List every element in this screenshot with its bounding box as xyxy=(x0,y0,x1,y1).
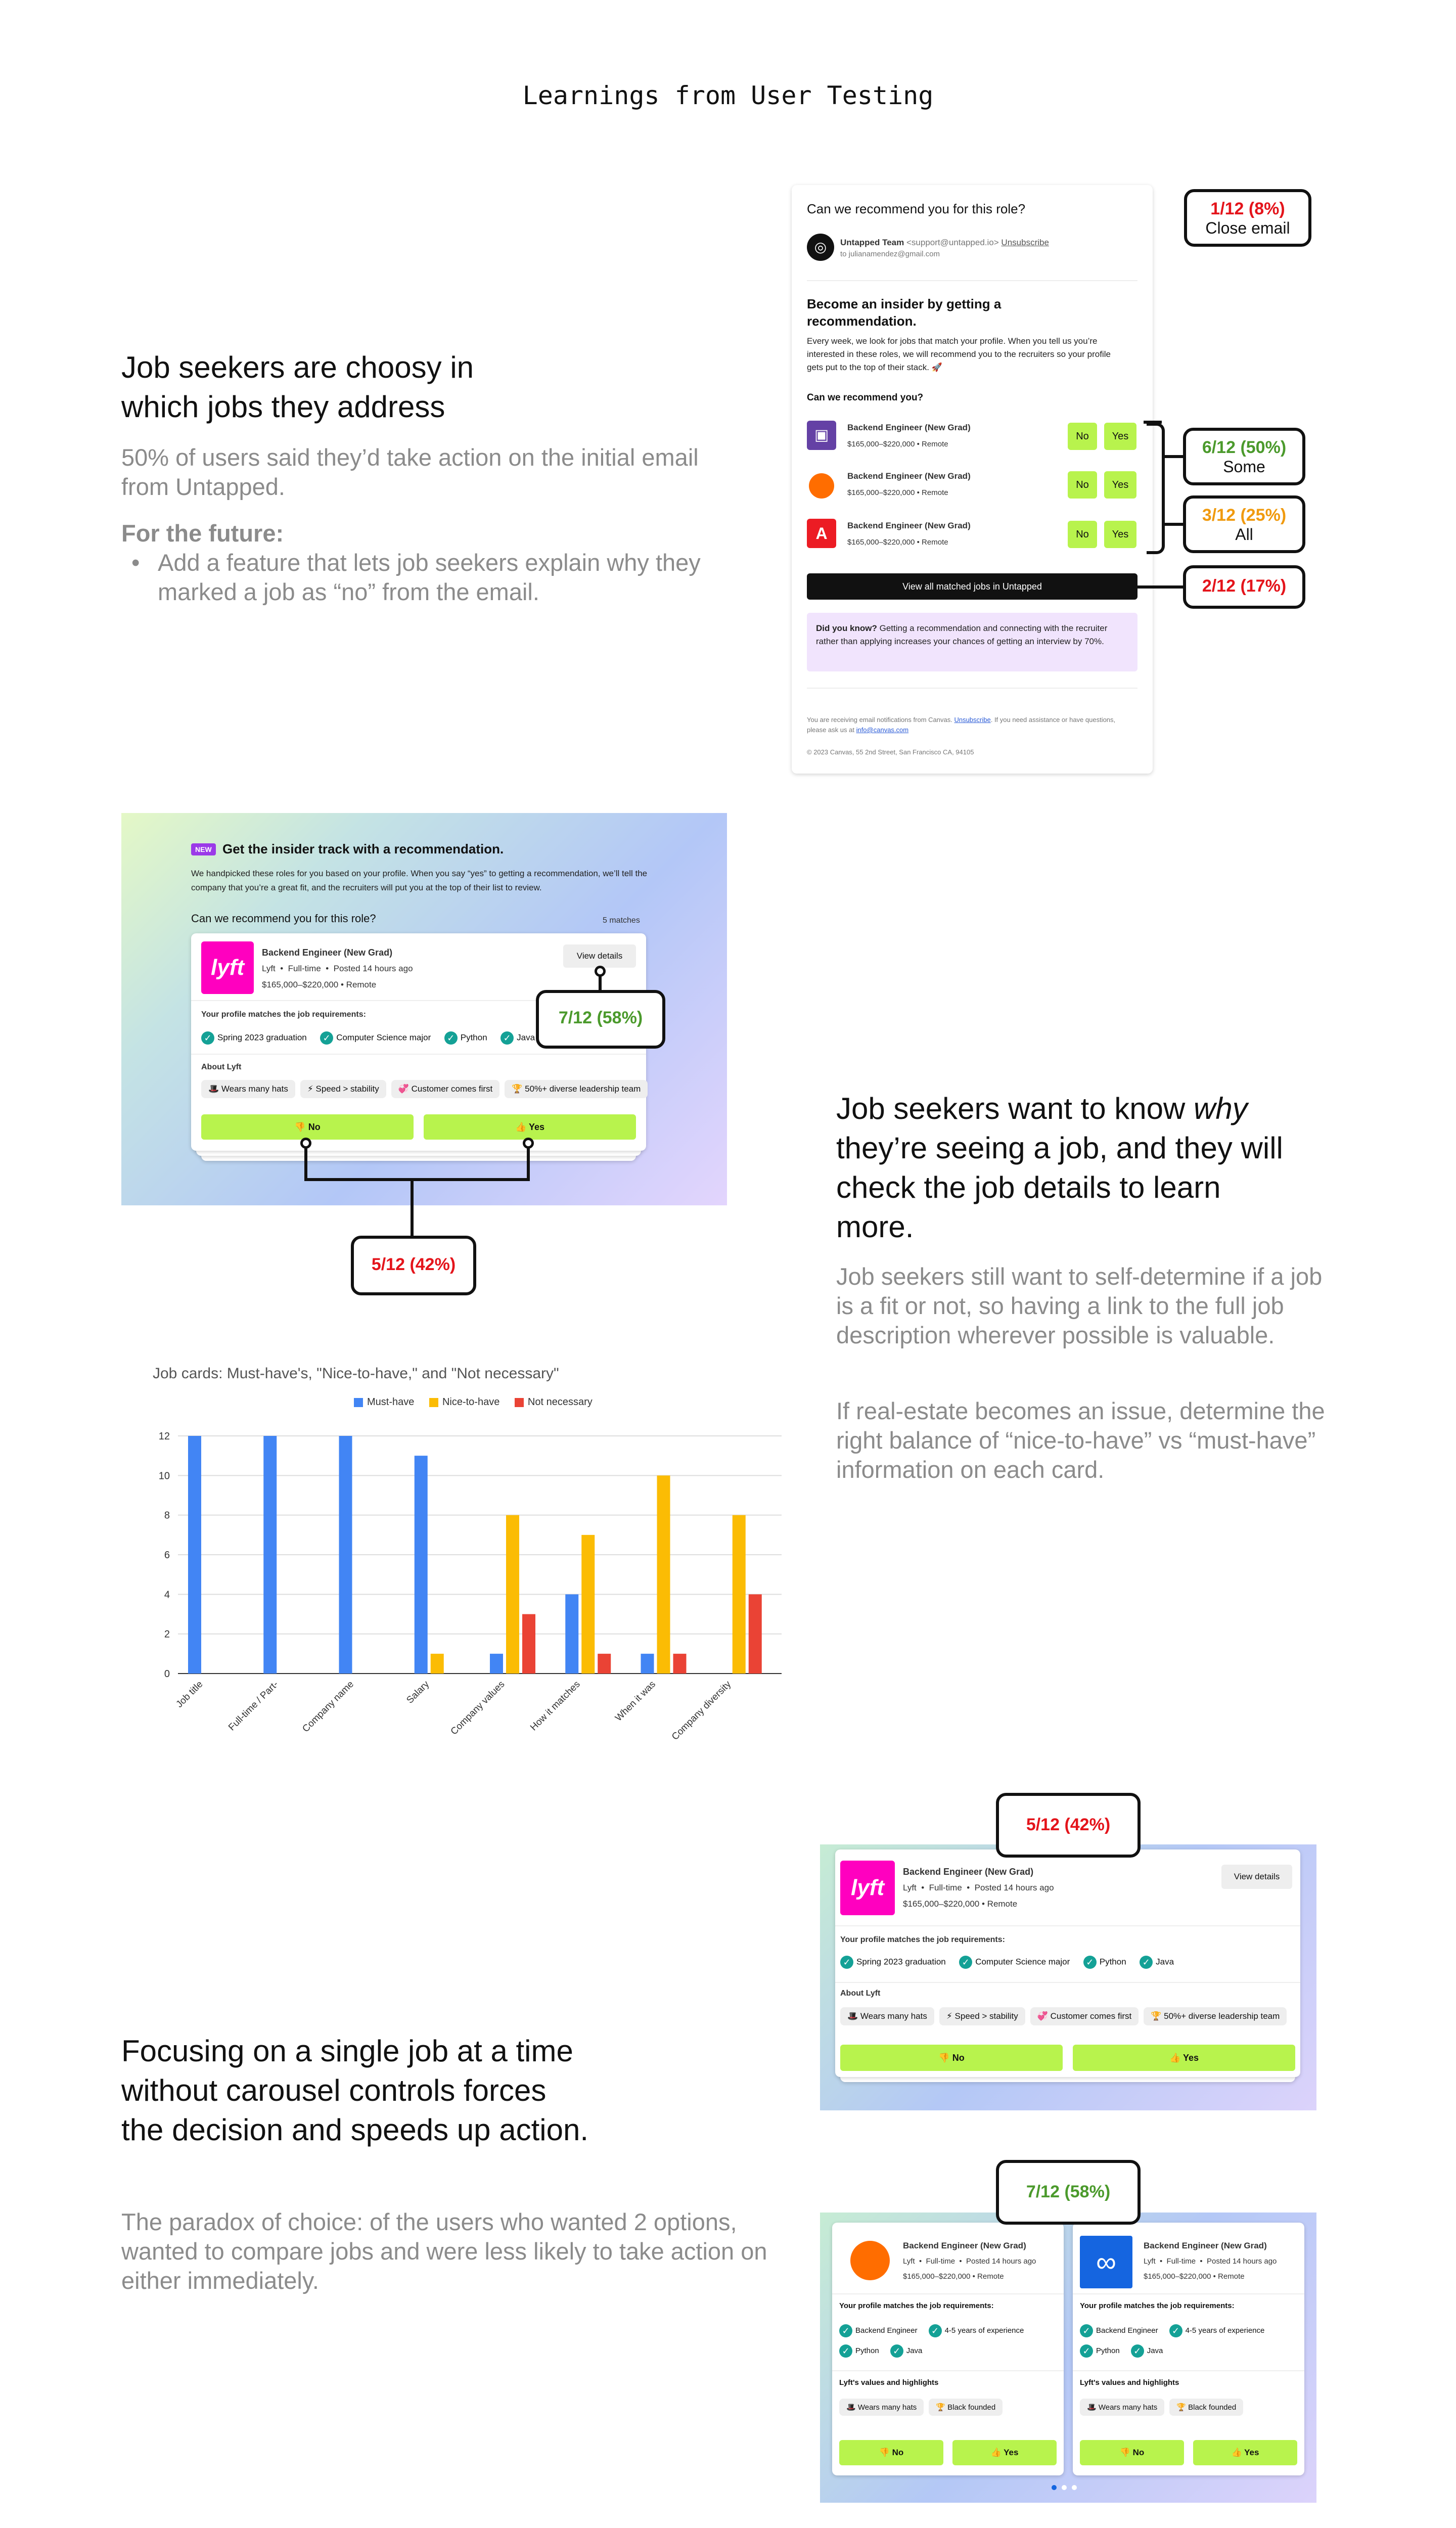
values-label: Lyft's values and highlights xyxy=(839,2378,939,2387)
email-yes-button[interactable]: Yes xyxy=(1104,521,1136,548)
no-button[interactable]: 👎 No xyxy=(1080,2440,1184,2465)
check-icon: ✓ xyxy=(320,1031,333,1045)
value-chip: 🏆 50%+ diverse leadership team xyxy=(1144,2007,1287,2025)
check-icon: ✓ xyxy=(840,1956,853,1969)
section3-p: The paradox of choice: of the users who wanted 2 options, wanted to compare jobs and were less likely to take action on either immediately. xyxy=(121,2208,767,2294)
bar xyxy=(673,1654,687,1674)
view-details-pill: 7/12 (58%) xyxy=(536,990,665,1049)
value-chip: 🏆 Black founded xyxy=(1169,2399,1243,2416)
email-preview xyxy=(792,185,1153,774)
adobe-logo-icon: A xyxy=(807,519,836,548)
close-email-pill: 1/12 (8%) Close email xyxy=(1184,189,1311,247)
requirement-item: ✓ 4-5 years of experience xyxy=(929,2321,1024,2341)
value-chip: 🎩 Wears many hats xyxy=(1080,2399,1164,2416)
connector-line xyxy=(411,1178,414,1237)
bar xyxy=(188,1436,201,1674)
requirement-item: ✓ Python xyxy=(1080,2341,1120,2361)
bar xyxy=(733,1515,746,1674)
job-meta2: $165,000–$220,000 • Remote xyxy=(903,1899,1018,1909)
requirements-list xyxy=(1080,2321,1302,2361)
check-icon: ✓ xyxy=(444,1031,458,1045)
about-label: About Lyft xyxy=(201,1063,242,1071)
job-title: Backend Engineer (New Grad) xyxy=(262,947,393,958)
untapped-logo-icon: ◎ xyxy=(807,234,834,261)
view-details-button[interactable]: View details xyxy=(1221,1865,1292,1889)
requirements-list xyxy=(840,1956,1185,1969)
job-divider xyxy=(1073,2370,1304,2371)
requirement-item: ✓ Spring 2023 graduation xyxy=(840,1956,946,1969)
email-no-button[interactable]: No xyxy=(1068,521,1097,548)
bar xyxy=(263,1436,277,1674)
bar xyxy=(749,1594,762,1674)
email-job-title: Backend Engineer (New Grad) xyxy=(847,471,971,481)
yes-no-pill: 5/12 (42%) xyxy=(351,1236,476,1295)
twitch-logo-icon: ▣ xyxy=(807,421,836,450)
value-chip: 🏆 Black founded xyxy=(929,2399,1003,2416)
company-values xyxy=(201,1080,653,1098)
connector-line xyxy=(304,1178,530,1181)
value-chip: 🎩 Wears many hats xyxy=(839,2399,924,2416)
view-details-button[interactable]: View details xyxy=(563,944,636,968)
job-title: Backend Engineer (New Grad) xyxy=(903,2241,1026,2250)
x-tick-label: Company name xyxy=(300,1679,356,1735)
company-values xyxy=(839,2399,1008,2416)
bar xyxy=(565,1594,578,1674)
job-meta2: $165,000–$220,000 • Remote xyxy=(903,2272,1004,2281)
email-job-title: Backend Engineer (New Grad) xyxy=(847,521,971,530)
requirement-item: ✓ Backend Engineer xyxy=(1080,2321,1158,2341)
insider-title: Get the insider track with a recommendation. xyxy=(222,841,504,856)
check-icon: ✓ xyxy=(201,1031,214,1045)
section1-stat: 50% of users said they’d take action on the initial email from Untapped. xyxy=(121,444,699,500)
bar xyxy=(490,1654,503,1674)
carousel-card xyxy=(1073,2223,1304,2475)
did-you-know-box: Did you know? Getting a recommendation and connecting with the recruiter rather than applying increases your chances of getting an interview by 70%. xyxy=(807,613,1138,671)
carousel-dots[interactable] xyxy=(1052,2484,1077,2493)
x-tick-label: Company diversity xyxy=(669,1679,734,1743)
carousel-pill: 7/12 (58%) xyxy=(996,2160,1141,2225)
email-job-title: Backend Engineer (New Grad) xyxy=(847,423,971,432)
check-icon: ✓ xyxy=(839,2324,852,2337)
connector-dot xyxy=(523,1138,534,1149)
carousel-card xyxy=(832,2223,1064,2475)
x-tick-label: Company values xyxy=(448,1679,507,1737)
carousel-dot[interactable] xyxy=(1072,2485,1077,2490)
job-meta1: Lyft • Full-time • Posted 14 hours ago xyxy=(262,964,413,973)
yes-button[interactable]: 👍 Yes xyxy=(1193,2440,1297,2465)
connector-line xyxy=(527,1148,530,1181)
orange-logo-icon xyxy=(850,2241,890,2280)
requirement-item: ✓ Python xyxy=(839,2341,879,2361)
email-footer-divider xyxy=(807,688,1138,689)
email-no-button[interactable]: No xyxy=(1068,471,1097,499)
bar xyxy=(657,1475,670,1674)
bar xyxy=(641,1654,654,1674)
view-all-connector xyxy=(1138,585,1186,589)
job-divider xyxy=(832,2293,1064,2294)
value-chip: 🎩 Wears many hats xyxy=(840,2007,934,2025)
bar xyxy=(339,1436,352,1674)
check-icon: ✓ xyxy=(839,2344,852,2358)
connector-dot xyxy=(595,966,606,977)
y-tick-label: 8 xyxy=(164,1510,170,1521)
view-all-jobs-button[interactable]: View all matched jobs in Untapped xyxy=(807,573,1138,600)
connector-dot xyxy=(300,1138,311,1149)
lyft-logo-icon: lyft xyxy=(201,941,254,994)
x-tick-label: When it was xyxy=(613,1679,658,1724)
bar xyxy=(506,1515,519,1674)
requirements-label: Your profile matches the job requirements: xyxy=(840,1935,1005,1944)
job-divider xyxy=(191,1054,646,1055)
requirement-item: ✓ Java xyxy=(500,1031,535,1045)
legend-item: Nice-to-have xyxy=(429,1396,499,1408)
y-tick-label: 0 xyxy=(164,1668,170,1680)
insider-desc: We handpicked these roles for you based on your profile. When you say “yes” to getting a recommendation, we’ll tell the company that you’re a great fit, and the recruiters will put you at the top of their list to review. xyxy=(191,869,648,892)
single-job-pill: 5/12 (42%) xyxy=(996,1793,1141,1858)
email-yes-button[interactable]: Yes xyxy=(1104,423,1136,450)
future-item: Add a feature that lets job seekers explain why they marked a job as “no” from the email. xyxy=(158,549,701,605)
job-meta1: Lyft • Full-time • Posted 14 hours ago xyxy=(1144,2257,1277,2266)
single-job-preview xyxy=(820,1844,1316,2110)
carousel-dot[interactable] xyxy=(1062,2485,1067,2490)
email-yes-button[interactable]: Yes xyxy=(1104,471,1136,499)
value-chip: 💞 Customer comes first xyxy=(1030,2007,1139,2025)
requirement-item: ✓ Java xyxy=(1131,2341,1163,2361)
carousel-preview xyxy=(820,2213,1316,2503)
email-divider xyxy=(807,280,1138,281)
connector-line xyxy=(304,1148,307,1181)
section2-heading: Job seekers want to know why they’re seeing a job, and they will check the job details to learn more. xyxy=(836,1092,1283,1244)
yes-button[interactable]: 👍 Yes xyxy=(424,1114,636,1140)
job-meta2: $165,000–$220,000 • Remote xyxy=(262,980,377,989)
email-job-meta: $165,000–$220,000 • Remote xyxy=(847,488,948,497)
insider-question: Can we recommend you for this role? xyxy=(191,912,376,925)
bar xyxy=(522,1614,535,1674)
requirement-item: ✓ Python xyxy=(444,1031,487,1045)
requirements-label: Your profile matches the job requirements: xyxy=(201,1010,366,1019)
y-tick-label: 6 xyxy=(164,1550,170,1561)
email-sender: Untapped Team <support@untapped.io> Unsubscribe xyxy=(840,238,1049,247)
glasses-logo-icon: ∞ xyxy=(1080,2236,1132,2288)
yes-bracket xyxy=(1147,423,1165,554)
yes-button[interactable]: 👍 Yes xyxy=(952,2440,1057,2465)
email-copyright: © 2023 Canvas, 55 2nd Street, San Francisco CA, 94105 xyxy=(807,748,974,756)
chart-title: Job cards: Must-have's, "Nice-to-have," and "Not necessary" xyxy=(153,1365,559,1382)
view-all-pill: 2/12 (17%) xyxy=(1183,565,1305,609)
check-icon: ✓ xyxy=(890,2344,903,2358)
company-values xyxy=(1080,2399,1248,2416)
email-no-button[interactable]: No xyxy=(1068,423,1097,450)
check-icon: ✓ xyxy=(1080,2324,1093,2337)
requirement-item: ✓ Java xyxy=(1140,1956,1174,1969)
check-icon: ✓ xyxy=(1131,2344,1144,2358)
bar xyxy=(598,1654,611,1674)
email-body: Every week, we look for jobs that match your profile. When you tell us you’re interested in these roles, we will recommend you to the recruiters so your profile gets put to the top of their stack. 🚀 xyxy=(807,336,1111,372)
email-question: Can we recommend you? xyxy=(807,392,924,403)
check-icon: ✓ xyxy=(1083,1956,1097,1969)
value-chip: 🏆 50%+ diverse leadership team xyxy=(505,1080,648,1098)
yes-button[interactable]: 👍 Yes xyxy=(1073,2045,1295,2071)
requirement-item: ✓ Computer Science major xyxy=(320,1031,431,1045)
email-subject: Can we recommend you for this role? xyxy=(807,201,1026,216)
email-job-meta: $165,000–$220,000 • Remote xyxy=(847,538,948,547)
matches-count: 5 matches xyxy=(603,916,640,925)
all-pill: 3/12 (25%) All xyxy=(1183,495,1305,553)
section2-p1: Job seekers still want to self-determine if a job is a fit or not, so having a link to the full job description wherever possible is valuable. xyxy=(836,1263,1323,1348)
job-title: Backend Engineer (New Grad) xyxy=(1144,2241,1267,2250)
y-tick-label: 4 xyxy=(164,1589,170,1601)
values-label: Lyft's values and highlights xyxy=(1080,2378,1179,2387)
page-title: Learnings from User Testing xyxy=(522,81,934,110)
job-divider xyxy=(832,2370,1064,2371)
email-to: to julianamendez@gmail.com xyxy=(840,250,940,258)
no-button[interactable]: 👎 No xyxy=(839,2440,943,2465)
check-icon: ✓ xyxy=(1140,1956,1153,1969)
no-button[interactable]: 👎 No xyxy=(201,1114,414,1140)
no-button[interactable]: 👎 No xyxy=(840,2045,1063,2071)
job-divider xyxy=(835,1925,1300,1926)
email-footer: You are receiving email notifications from Canvas. Unsubscribe. If you need assistance or have questions, please ask us at info@canvas.com xyxy=(807,716,1116,734)
y-tick-label: 12 xyxy=(158,1431,170,1442)
future-label: For the future: xyxy=(121,520,284,547)
check-icon: ✓ xyxy=(500,1031,514,1045)
requirement-item: ✓ Backend Engineer xyxy=(839,2321,918,2341)
bar xyxy=(415,1456,428,1674)
section3-heading: Focusing on a single job at a time without carousel controls forces the decision and speeds up action. xyxy=(121,2034,588,2147)
x-tick-label: Salary xyxy=(404,1679,432,1706)
check-icon: ✓ xyxy=(1169,2324,1182,2337)
future-bullet: • xyxy=(131,549,140,576)
about-label: About Lyft xyxy=(840,1989,881,1998)
company-values xyxy=(840,2007,1292,2025)
job-card xyxy=(835,1849,1300,2077)
requirement-item: ✓ 4-5 years of experience xyxy=(1169,2321,1265,2341)
requirements-list xyxy=(839,2321,1062,2361)
bar xyxy=(431,1654,444,1674)
carousel-dot[interactable] xyxy=(1052,2485,1057,2490)
section1-heading: Job seekers are choosy in which jobs they address xyxy=(121,350,474,424)
email-job-meta: $165,000–$220,000 • Remote xyxy=(847,440,948,448)
x-tick-label: Full-time / Part- xyxy=(226,1679,281,1733)
section2-p2: If real-estate becomes an issue, determine the right balance of “nice-to-have” vs “must-have” information on each card. xyxy=(836,1397,1325,1483)
job-title: Backend Engineer (New Grad) xyxy=(903,1867,1034,1877)
requirement-item: ✓ Computer Science major xyxy=(959,1956,1070,1969)
x-tick-label: Job title xyxy=(174,1679,205,1710)
new-badge: NEW xyxy=(191,843,216,855)
x-tick-label: How it matches xyxy=(528,1679,582,1733)
check-icon: ✓ xyxy=(929,2324,942,2337)
value-chip: ⚡ Speed > stability xyxy=(300,1080,386,1098)
legend-item: Must-have xyxy=(354,1396,414,1408)
value-chip: 💞 Customer comes first xyxy=(391,1080,499,1098)
email-title: Become an insider by getting a recommendation. xyxy=(807,296,1002,329)
y-tick-label: 2 xyxy=(164,1629,170,1640)
job-meta1: Lyft • Full-time • Posted 14 hours ago xyxy=(903,1883,1054,1892)
requirements-list xyxy=(201,1031,546,1045)
y-tick-label: 10 xyxy=(158,1470,170,1482)
some-pill: 6/12 (50%) Some xyxy=(1183,428,1305,485)
requirement-item: ✓ Spring 2023 graduation xyxy=(201,1031,307,1045)
lyft-logo-icon: lyft xyxy=(840,1861,895,1915)
chart-legend xyxy=(354,1396,593,1408)
value-chip: 🎩 Wears many hats xyxy=(201,1080,295,1098)
job-meta2: $165,000–$220,000 • Remote xyxy=(1144,2272,1245,2281)
check-icon: ✓ xyxy=(959,1956,972,1969)
requirements-label: Your profile matches the job requirements: xyxy=(839,2301,994,2310)
check-icon: ✓ xyxy=(1080,2344,1093,2358)
bar xyxy=(581,1535,595,1674)
orange-logo-icon xyxy=(809,473,834,499)
job-divider xyxy=(1073,2293,1304,2294)
requirement-item: ✓ Java xyxy=(890,2341,923,2361)
bar-chart xyxy=(152,1416,799,1749)
requirement-item: ✓ Python xyxy=(1083,1956,1126,1969)
value-chip: ⚡ Speed > stability xyxy=(939,2007,1025,2025)
job-meta1: Lyft • Full-time • Posted 14 hours ago xyxy=(903,2257,1036,2266)
requirements-label: Your profile matches the job requirements: xyxy=(1080,2301,1235,2310)
legend-item: Not necessary xyxy=(515,1396,593,1408)
job-divider xyxy=(835,1982,1300,1983)
